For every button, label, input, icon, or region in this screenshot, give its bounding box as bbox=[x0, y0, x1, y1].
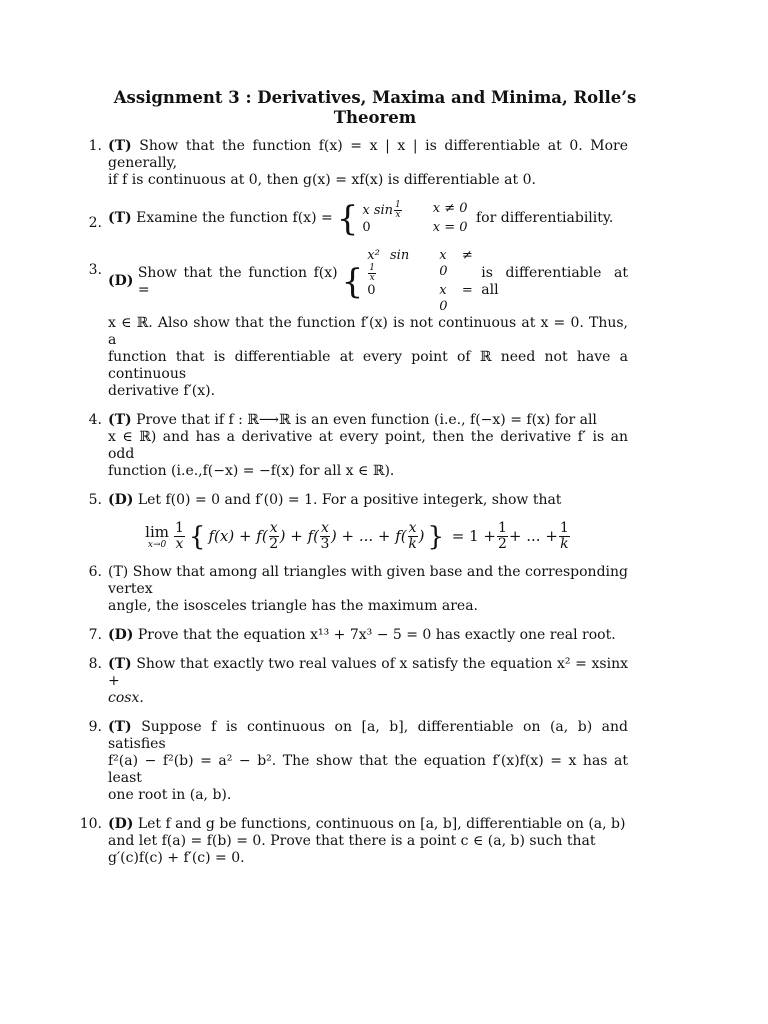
problem-text-line: and let f(a) = f(b) = 0. Prove that there is a point c ∈ (a, b) such that bbox=[108, 833, 596, 849]
problem-text-line: Prove that the equation x¹³ + 7x³ − 5 = 0 has exactly one real root. bbox=[137, 627, 616, 643]
sum-term: ) bbox=[418, 527, 425, 545]
fraction-denominator: k bbox=[560, 536, 569, 552]
problem-text-line: angle, the isosceles triangle has the maximum area. bbox=[108, 598, 479, 614]
problem-text-line: g′(c)f(c) + f′(c) = 0. bbox=[108, 850, 245, 866]
problem-tag: (T) bbox=[108, 210, 132, 226]
fraction-numerator: 1 bbox=[497, 520, 507, 536]
case-condition: x ≠ 0 bbox=[439, 248, 473, 279]
fraction-denominator: 3 bbox=[320, 536, 330, 552]
fraction-numerator: x bbox=[408, 520, 417, 536]
problem-number: 9. bbox=[88, 719, 102, 735]
problem-5 bbox=[88, 492, 628, 552]
problem-text: Examine the function f(x) = bbox=[136, 210, 333, 226]
problem-9 bbox=[88, 719, 628, 804]
problem-number: 6. bbox=[88, 564, 102, 580]
case-expression: x sin bbox=[362, 203, 394, 218]
problem-text-line: Show that exactly two real values of x satisfy the equation x² = xsinx + bbox=[108, 656, 629, 689]
problem-text: Show that the function f(x) = bbox=[137, 264, 338, 298]
problem-text-line: one root in (a, b). bbox=[108, 787, 232, 803]
problem-6 bbox=[88, 564, 628, 615]
problem-text-line: Let f and g be functions, continuous on [a, b], differentiable on (a, b) bbox=[137, 816, 626, 832]
piecewise-function bbox=[336, 198, 468, 239]
problem-text: is differentiable at all bbox=[481, 264, 628, 298]
left-brace: { bbox=[336, 198, 359, 239]
fraction-denominator: x bbox=[395, 210, 401, 220]
problem-text-line: if f is continuous at 0, then g(x) = xf(x) is differentiable at 0. bbox=[108, 172, 536, 188]
problem-tag: (T) bbox=[108, 412, 132, 428]
right-curly-brace: } bbox=[427, 521, 444, 552]
problem-tag: (D) bbox=[108, 816, 134, 832]
problem-text-line: Let f(0) = 0 and f′(0) = 1. For a positive integerk, show that bbox=[137, 492, 562, 508]
fraction-denominator: x bbox=[175, 536, 184, 552]
problem-number: 4. bbox=[88, 412, 102, 428]
problem-8 bbox=[88, 656, 629, 707]
problem-tag: (T) bbox=[108, 138, 132, 154]
problem-number: 8. bbox=[88, 656, 102, 672]
problem-text-line: f²(a) − f²(b) = a² − b². The show that the equation f′(x)f(x) = x has at least bbox=[108, 753, 628, 786]
problem-text: for differentiability. bbox=[475, 210, 614, 226]
left-curly-brace: { bbox=[188, 521, 206, 552]
rhs-term: = 1 + bbox=[451, 527, 496, 545]
problem-text-line: function that is differentiable at every point of ℝ need not have a continuous bbox=[108, 349, 628, 382]
fraction-numerator: 1 bbox=[369, 263, 375, 273]
problem-text-line: cosx. bbox=[108, 690, 144, 706]
problem-tag: (T) bbox=[108, 719, 132, 735]
fraction-denominator: x bbox=[369, 273, 375, 283]
problem-tag: (T) bbox=[108, 656, 132, 672]
case-condition: x ≠ 0 bbox=[432, 201, 468, 216]
problem-number: 3. bbox=[88, 262, 102, 278]
problem-tag: (D) bbox=[108, 492, 134, 508]
fraction-denominator: 2 bbox=[269, 536, 279, 552]
problem-number: 5. bbox=[88, 492, 102, 508]
piecewise-function bbox=[342, 248, 473, 315]
fraction-numerator: x bbox=[269, 520, 278, 536]
fraction-denominator: 2 bbox=[497, 536, 507, 552]
sum-term: ) + ... + f( bbox=[330, 527, 407, 545]
problem-text-line: Suppose f is continuous on [a, b], differentiable on (a, b) and satisfies bbox=[108, 719, 628, 752]
case-condition: x = 0 bbox=[432, 220, 468, 235]
problem-3 bbox=[88, 248, 628, 400]
problem-tag: (T) bbox=[108, 564, 129, 580]
problem-7 bbox=[88, 627, 628, 644]
case-expression: 0 bbox=[367, 283, 376, 298]
problem-1 bbox=[88, 138, 628, 189]
problem-list bbox=[0, 138, 768, 879]
problem-tag: (D) bbox=[108, 273, 134, 289]
case-condition: x = 0 bbox=[439, 283, 473, 314]
problem-text-line: x ∈ ℝ. Also show that the function f′(x) is not continuous at x = 0. Thus, a bbox=[108, 315, 628, 348]
problem-text-line: Show that the function f(x) = x | x | is differentiable at 0. More generally, bbox=[108, 138, 628, 171]
problem-text-line: function (i.e.,f(−x) = −f(x) for all x ∈ ℝ). bbox=[108, 463, 395, 479]
problem-number: 7. bbox=[88, 627, 102, 643]
problem-4 bbox=[88, 412, 628, 480]
problem-2 bbox=[88, 198, 628, 239]
fraction-denominator: k bbox=[408, 536, 417, 552]
problem-text-line: derivative f′(x). bbox=[108, 383, 216, 399]
case-expression: 0 bbox=[362, 220, 371, 235]
problem-number: 2. bbox=[88, 215, 102, 231]
fraction-numerator: 1 bbox=[559, 520, 569, 536]
sum-term: f(x) + f( bbox=[208, 527, 268, 545]
left-brace: { bbox=[341, 261, 364, 302]
fraction-numerator: 1 bbox=[395, 200, 401, 210]
lim-word: lim bbox=[145, 522, 169, 541]
rhs-term: + ... + bbox=[508, 527, 558, 545]
problem-text-line: Show that among all triangles with given base and the corresponding vertex bbox=[108, 564, 628, 597]
lim-subscript: x→0 bbox=[147, 539, 167, 550]
problem-number: 1. bbox=[88, 138, 102, 154]
problem-text-line: Prove that if f : ℝ⟶ℝ is an even function (i.e., f(−x) = f(x) for all bbox=[136, 412, 597, 428]
problem-text-line: x ∈ ℝ) and has a derivative at every point, then the derivative f′ is an odd bbox=[108, 429, 628, 462]
assignment-title: Assignment 3 : Derivatives, Maxima and Minima, Rolle’s Theorem bbox=[113, 88, 637, 127]
limit-equation bbox=[88, 521, 628, 552]
problem-number: 10. bbox=[79, 816, 102, 832]
problem-tag: (D) bbox=[108, 627, 134, 643]
sum-term: ) + f( bbox=[279, 527, 319, 545]
fraction-numerator: 1 bbox=[175, 520, 184, 536]
fraction-numerator: x bbox=[320, 520, 329, 536]
problem-10 bbox=[79, 816, 628, 867]
case-expression: x² sin bbox=[367, 248, 410, 263]
